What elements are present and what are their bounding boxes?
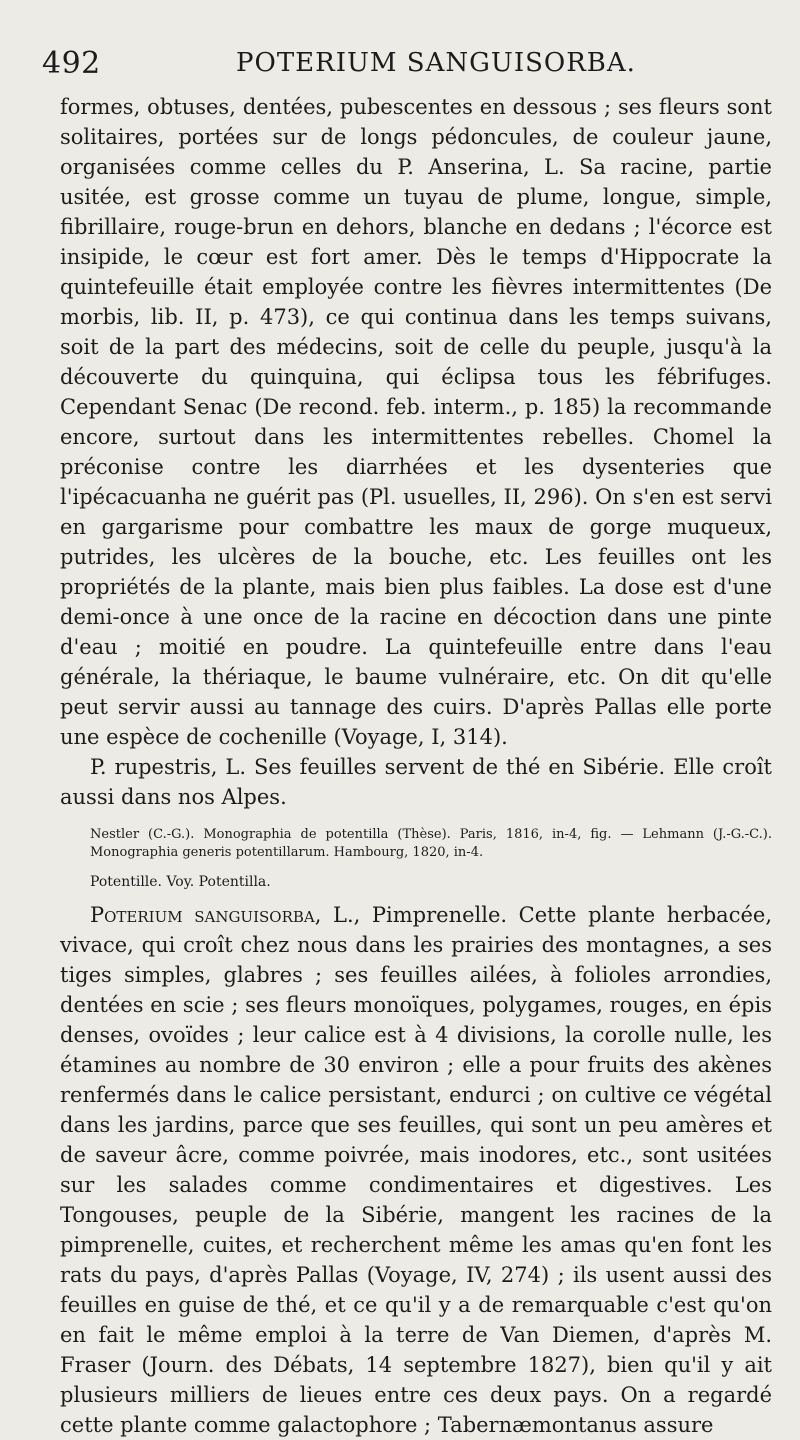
entry-headword: Poterium sanguisorba [90, 903, 315, 927]
paragraph-rupestris: P. rupestris, L. Ses feuilles servent de thé en Sibérie. Elle croît aussi dans nos Alpes. [60, 755, 772, 809]
entry-paragraph [60, 900, 772, 1440]
bibliography [90, 826, 772, 862]
paragraph-quintefeuille: formes, obtuses, dentées, pubescentes en dessous ; ses fleurs sont solitaires, portées sur de longs pédoncules, de couleur jaune, organisées comme celles du P. Anserina, L. Sa racine, partie usitée, est grosse comme un tuyau de plume, longue, simple, fibrillaire, rouge-brun en dehors, blanche en dedans ; l'écorce est insipide, le cœur est fort amer. Dès le temps d'Hippocrate la quintefeuille était employée contre les fièvres intermittentes (De morbis, lib. II, p. 473), ce qui continua dans les temps suivans, soit de la part des médecins, soit de celle du peuple, jusqu'à la découverte du quinquina, qui éclipsa tous les fébrifuges. Cependant Senac (De recond. feb. interm., p. 185) la recommande encore, surtout dans les intermittentes rebelles. Chomel la préconise contre les diarrhées et les dysenteries que l'ipécacuanha ne guérit pas (Pl. usuelles, II, 296). On s'en est servi en gargarisme pour combattre les maux de gorge muqueux, putrides, les ulcères de la bouche, etc. Les feuilles ont les propriétés de la plante, mais bien plus faibles. La dose est d'une demi-once à une once de la racine en décoction dans une pinte d'eau ; moitié en poudre. La quintefeuille entre dans l'eau générale, la thériaque, le baume vulnéraire, etc. On dit qu'elle peut servir aussi au tannage des cuirs. D'après Pallas elle porte une espèce de cochenille (Voyage, I, 314). [60, 95, 772, 749]
main-text [60, 92, 772, 812]
cross-reference [90, 874, 772, 890]
entry-poterium [60, 900, 772, 1440]
cross-reference-text: Potentille. Voy. Potentilla. [90, 874, 271, 890]
page-header [42, 46, 772, 86]
entry-text: , L., Pimprenelle. Cette plante herbacée, vivace, qui croît chez nous dans les prairies des montagnes, a ses tiges simples, glabres ; ses feuilles ailées, à folioles arrondies, dentées en scie ; ses fleurs monoïques, polygames, rouges, en épis denses, ovoïdes ; leur calice est à 4 divisions, la corolle nulle, les étamines au nombre de 30 environ ; elle a pour fruits des akènes renfermés dans le calice persistant, endurci ; on cultive ce végétal dans les jardins, parce que ses feuilles, qui sont un peu amères et de saveur âcre, comme poivrée, mais inodores, etc., sont usitées sur les salades comme condimentaires et digestives. Les Tongouses, peuple de la Sibérie, mangent les racines de la pimprenelle, cuites, et recherchent même les amas qu'en font les rats du pays, d'après Pallas (Voyage, IV, 274) ; ils usent aussi des feuilles en guise de thé, et ce qu'il y a de remarquable c'est qu'on en fait le même emploi à la terre de Van Diemen, d'après M. Fraser (Journ. des Débats, 14 septembre 1827), bien qu'il y ait plusieurs milliers de lieues entre ces deux pays. On a regardé cette plante comme galactophore ; Tabernæmontanus assure [60, 903, 772, 1437]
running-head: POTERIUM SANGUISORBA. [236, 48, 636, 78]
bibliography-text: Nestler (C.-G.). Monographia de potentilla (Thèse). Paris, 1816, in-4, fig. — Lehmann (J.-G.-C.). Monographia generis potentillarum. Hambourg, 1820, in-4. [90, 827, 772, 860]
page-number: 492 [42, 46, 101, 81]
